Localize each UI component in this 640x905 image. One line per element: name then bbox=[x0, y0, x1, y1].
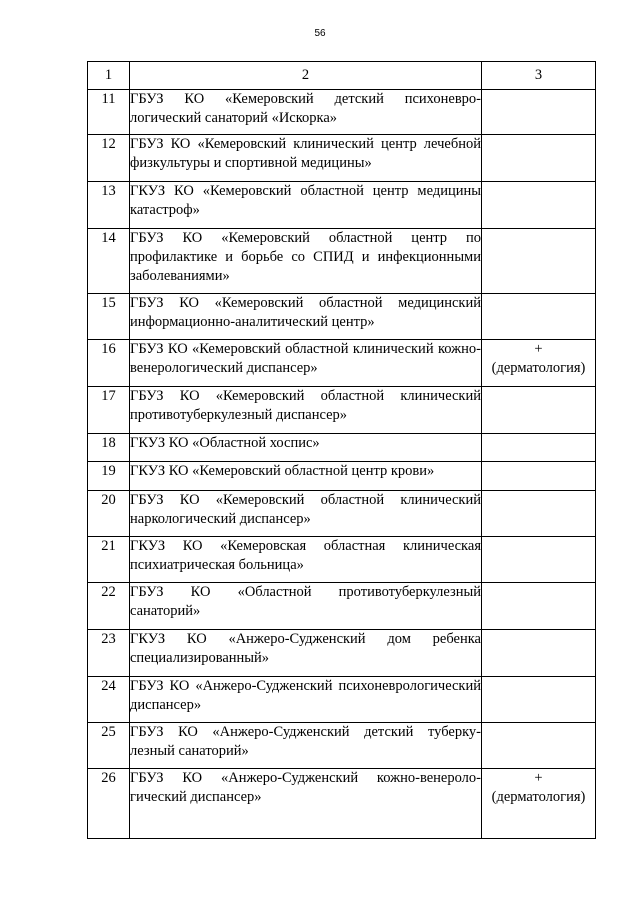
specialty-cell bbox=[482, 294, 596, 340]
institution-name: ГКУЗ КО «Кемеровский областной центр крови» bbox=[130, 462, 482, 491]
institutions-table bbox=[87, 61, 596, 839]
specialty-cell bbox=[482, 182, 596, 229]
table-row bbox=[88, 135, 596, 182]
row-number: 22 bbox=[88, 583, 130, 630]
table-row bbox=[88, 723, 596, 769]
specialty-cell bbox=[482, 677, 596, 723]
institution-name: ГКУЗ КО «Анжеро-Судженский дом ребенка специализированный» bbox=[130, 630, 482, 677]
table-row bbox=[88, 90, 596, 135]
institution-name: ГБУЗ КО «Кемеровский областной клинический противотуберкулезный диспансер» bbox=[130, 387, 482, 434]
institution-name: ГБУЗ КО «Кемеровский областной центр по профилактике и борьбе со СПИД и инфекционными заболеваниями» bbox=[130, 229, 482, 294]
page-number: 56 bbox=[314, 28, 326, 39]
row-number: 20 bbox=[88, 491, 130, 537]
row-number: 23 bbox=[88, 630, 130, 677]
table-row bbox=[88, 491, 596, 537]
table-row bbox=[88, 229, 596, 294]
institution-name: ГБУЗ КО «Кемеровский областной клинический кожно-венерологический диспансер» bbox=[130, 340, 482, 387]
institution-name: ГБУЗ КО «Анжеро-Судженский детский туберку-лезный санаторий» bbox=[130, 723, 482, 769]
table-row bbox=[88, 630, 596, 677]
institution-name: ГБУЗ КО «Областной противотуберкулезный санаторий» bbox=[130, 583, 482, 630]
table-row bbox=[88, 182, 596, 229]
institution-name: ГБУЗ КО «Кемеровский детский психоневро-логический санаторий «Искорка» bbox=[130, 90, 482, 135]
specialty-cell bbox=[482, 630, 596, 677]
specialty-cell bbox=[482, 462, 596, 491]
specialty-note: (дерматология) bbox=[491, 360, 586, 376]
row-number: 19 bbox=[88, 462, 130, 491]
table-row bbox=[88, 340, 596, 387]
institution-name: ГБУЗ КО «Анжеро-Судженский кожно-венероло-гический диспансер» bbox=[130, 769, 482, 839]
institution-name: ГБУЗ КО «Кемеровский областной медицинский информационно-аналитический центр» bbox=[130, 294, 482, 340]
specialty-mark: + bbox=[534, 770, 543, 786]
row-number: 16 bbox=[88, 340, 130, 387]
institution-name: ГБУЗ КО «Кемеровский клинический центр лечебной физкультуры и спортивной медицины» bbox=[130, 135, 482, 182]
row-number: 14 bbox=[88, 229, 130, 294]
specialty-note: (дерматология) bbox=[491, 789, 586, 805]
row-number: 26 bbox=[88, 769, 130, 839]
specialty-cell bbox=[482, 90, 596, 135]
row-number: 18 bbox=[88, 434, 130, 462]
row-number: 12 bbox=[88, 135, 130, 182]
header-col-1: 1 bbox=[88, 62, 130, 90]
specialty-cell bbox=[482, 537, 596, 583]
specialty-cell bbox=[482, 491, 596, 537]
institution-name: ГБУЗ КО «Кемеровский областной клинический наркологический диспансер» bbox=[130, 491, 482, 537]
row-number: 24 bbox=[88, 677, 130, 723]
table-row bbox=[88, 677, 596, 723]
row-number: 25 bbox=[88, 723, 130, 769]
table-row bbox=[88, 294, 596, 340]
institution-name: ГБУЗ КО «Анжеро-Судженский психоневрологический диспансер» bbox=[130, 677, 482, 723]
specialty-cell bbox=[482, 434, 596, 462]
specialty-cell bbox=[482, 583, 596, 630]
row-number: 13 bbox=[88, 182, 130, 229]
table-row bbox=[88, 387, 596, 434]
institution-name: ГКУЗ КО «Областной хоспис» bbox=[130, 434, 482, 462]
row-number: 15 bbox=[88, 294, 130, 340]
specialty-cell bbox=[482, 723, 596, 769]
table-row bbox=[88, 583, 596, 630]
institution-name: ГКУЗ КО «Кемеровский областной центр медицины катастроф» bbox=[130, 182, 482, 229]
header-col-3: 3 bbox=[482, 62, 596, 90]
specialty-cell bbox=[482, 387, 596, 434]
row-number: 11 bbox=[88, 90, 130, 135]
specialty-cell bbox=[482, 229, 596, 294]
specialty-cell bbox=[482, 769, 596, 839]
table-row bbox=[88, 537, 596, 583]
table-header-row bbox=[88, 62, 596, 90]
row-number: 21 bbox=[88, 537, 130, 583]
table-row bbox=[88, 434, 596, 462]
specialty-mark: + bbox=[534, 341, 543, 357]
specialty-cell bbox=[482, 340, 596, 387]
institution-name: ГКУЗ КО «Кемеровская областная клиническая психиатрическая больница» bbox=[130, 537, 482, 583]
specialty-cell bbox=[482, 135, 596, 182]
table-row bbox=[88, 462, 596, 491]
table-row bbox=[88, 769, 596, 839]
row-number: 17 bbox=[88, 387, 130, 434]
header-col-2: 2 bbox=[130, 62, 482, 90]
